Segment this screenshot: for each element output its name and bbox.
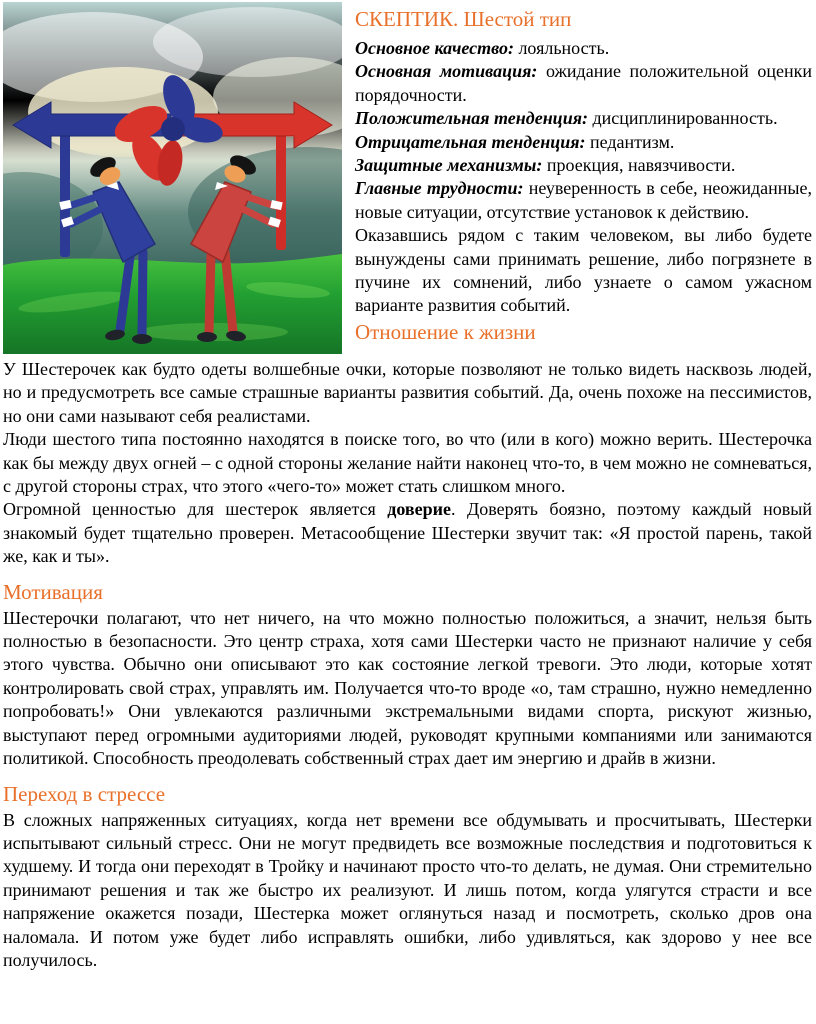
paragraph: Шестерочки полагают, что нет ничего, на что можно полностью положиться, а значит, нельзя быть полностью в безопасности. Это центр страха, хотя сами Шестерки часто не признают наличие у себя этого чувства. Обычно они описывают это как состояние легкой тревоги. Это люди, которые хотят контролировать свой страх, управлять им. Получается что-то вроде «о, там страшно, нужно немедленно попробовать!» Они увлекаются различными экстремальными видами спорта, рискуют жизнью, выступают перед огромными аудиториями людей, руководят крупными компаниями или занимаются политикой. Способность преодолевать собственный страх дает им энергию и драйв в жизни. [3, 607, 812, 769]
paragraph-segment: Огромной ценностью для шестерок является [3, 499, 388, 520]
trait-value: неуверенность в себе, неожиданные, новые ситуации, отсутствие установок к действию. [355, 178, 813, 222]
trait-value: ожидание положительной оценки порядочности. [355, 61, 812, 105]
paragraph [3, 498, 812, 568]
trait-label: Защитные механизмы: [355, 155, 543, 176]
trait-label: Главные трудности: [355, 178, 524, 199]
trait-label: Отрицательная тенденция: [355, 131, 586, 152]
trait-label: Основное качество: [355, 38, 514, 58]
trait-value: лояльность. [518, 38, 610, 58]
trait-label: Положительная тенденция: [355, 108, 588, 129]
paragraph: Люди шестого типа постоянно находятся в поиске того, во что (или в кого) можно верить. Шестерочка как бы между двух огней – с одной стороны желание найти наконец что-то, в чем можно не сомневаться, с другой стороны страх, что этого «чего-то» может стать слишком много. [3, 429, 812, 497]
page-title: СКЕПТИК. Шестой тип [355, 7, 572, 31]
section-heading-stress-transition: Переход в стрессе [3, 781, 166, 806]
paragraph: У Шестерочек как будто одеты волшебные очки, которые позволяют не только видеть насквозь людей, но и предусмотреть все самые страшные варианты развития событий. Да, очень похоже на пессимистов, но они сами называют себя реалистами. [3, 359, 812, 426]
tied-arrows-illustration-svg [3, 2, 342, 354]
emphasized-word: доверие [387, 499, 451, 520]
trait-value: дисциплинированность. [592, 108, 778, 129]
trait-label: Основная мотивация: [355, 61, 538, 82]
trait-value: проекция, навязчивости. [546, 155, 736, 176]
red-pole [276, 132, 286, 250]
blue-pole [60, 132, 70, 257]
paragraph-segment: . Доверять боязно, поэтому каждый новый знакомый будет тщательно проверен. Метасообщение Шестерки звучит так: «Я простой парень, такой же, как и ты». [3, 499, 812, 567]
trait-value: педантизм. [590, 131, 675, 152]
section-heading-attitude-to-life: Отношение к жизни [355, 319, 536, 344]
tied-arrows-illustration [3, 2, 342, 354]
section-heading-motivation: Мотивация [3, 579, 103, 604]
profile-note: Оказавшись рядом с таким человеком, вы либо будете вынуждены сами принимать решение, либо погрязнете в пучине их сомнений, либо узнаете о самом ужасном варианте развития событий. [355, 225, 812, 316]
paragraph: В сложных напряженных ситуациях, когда нет времени все обдумывать и просчитывать, Шестерки испытывают сильный стресс. Они не могут предвидеть все возможные последствия и подготовиться к худшему. И тогда они переходят в Тройку и начинают просто что-то делать, не думая. Они стремительно принимают решения и так же быстро их реализуют. И лишь потом, когда улягутся страсти и все напряжение окажется позади, Шестерка может оглянуться назад и посмотреть, сколько дров она наломала. И потом уже будет либо исправлять ошибки, либо удивляться, как здорово у нее все получилось. [3, 809, 812, 970]
